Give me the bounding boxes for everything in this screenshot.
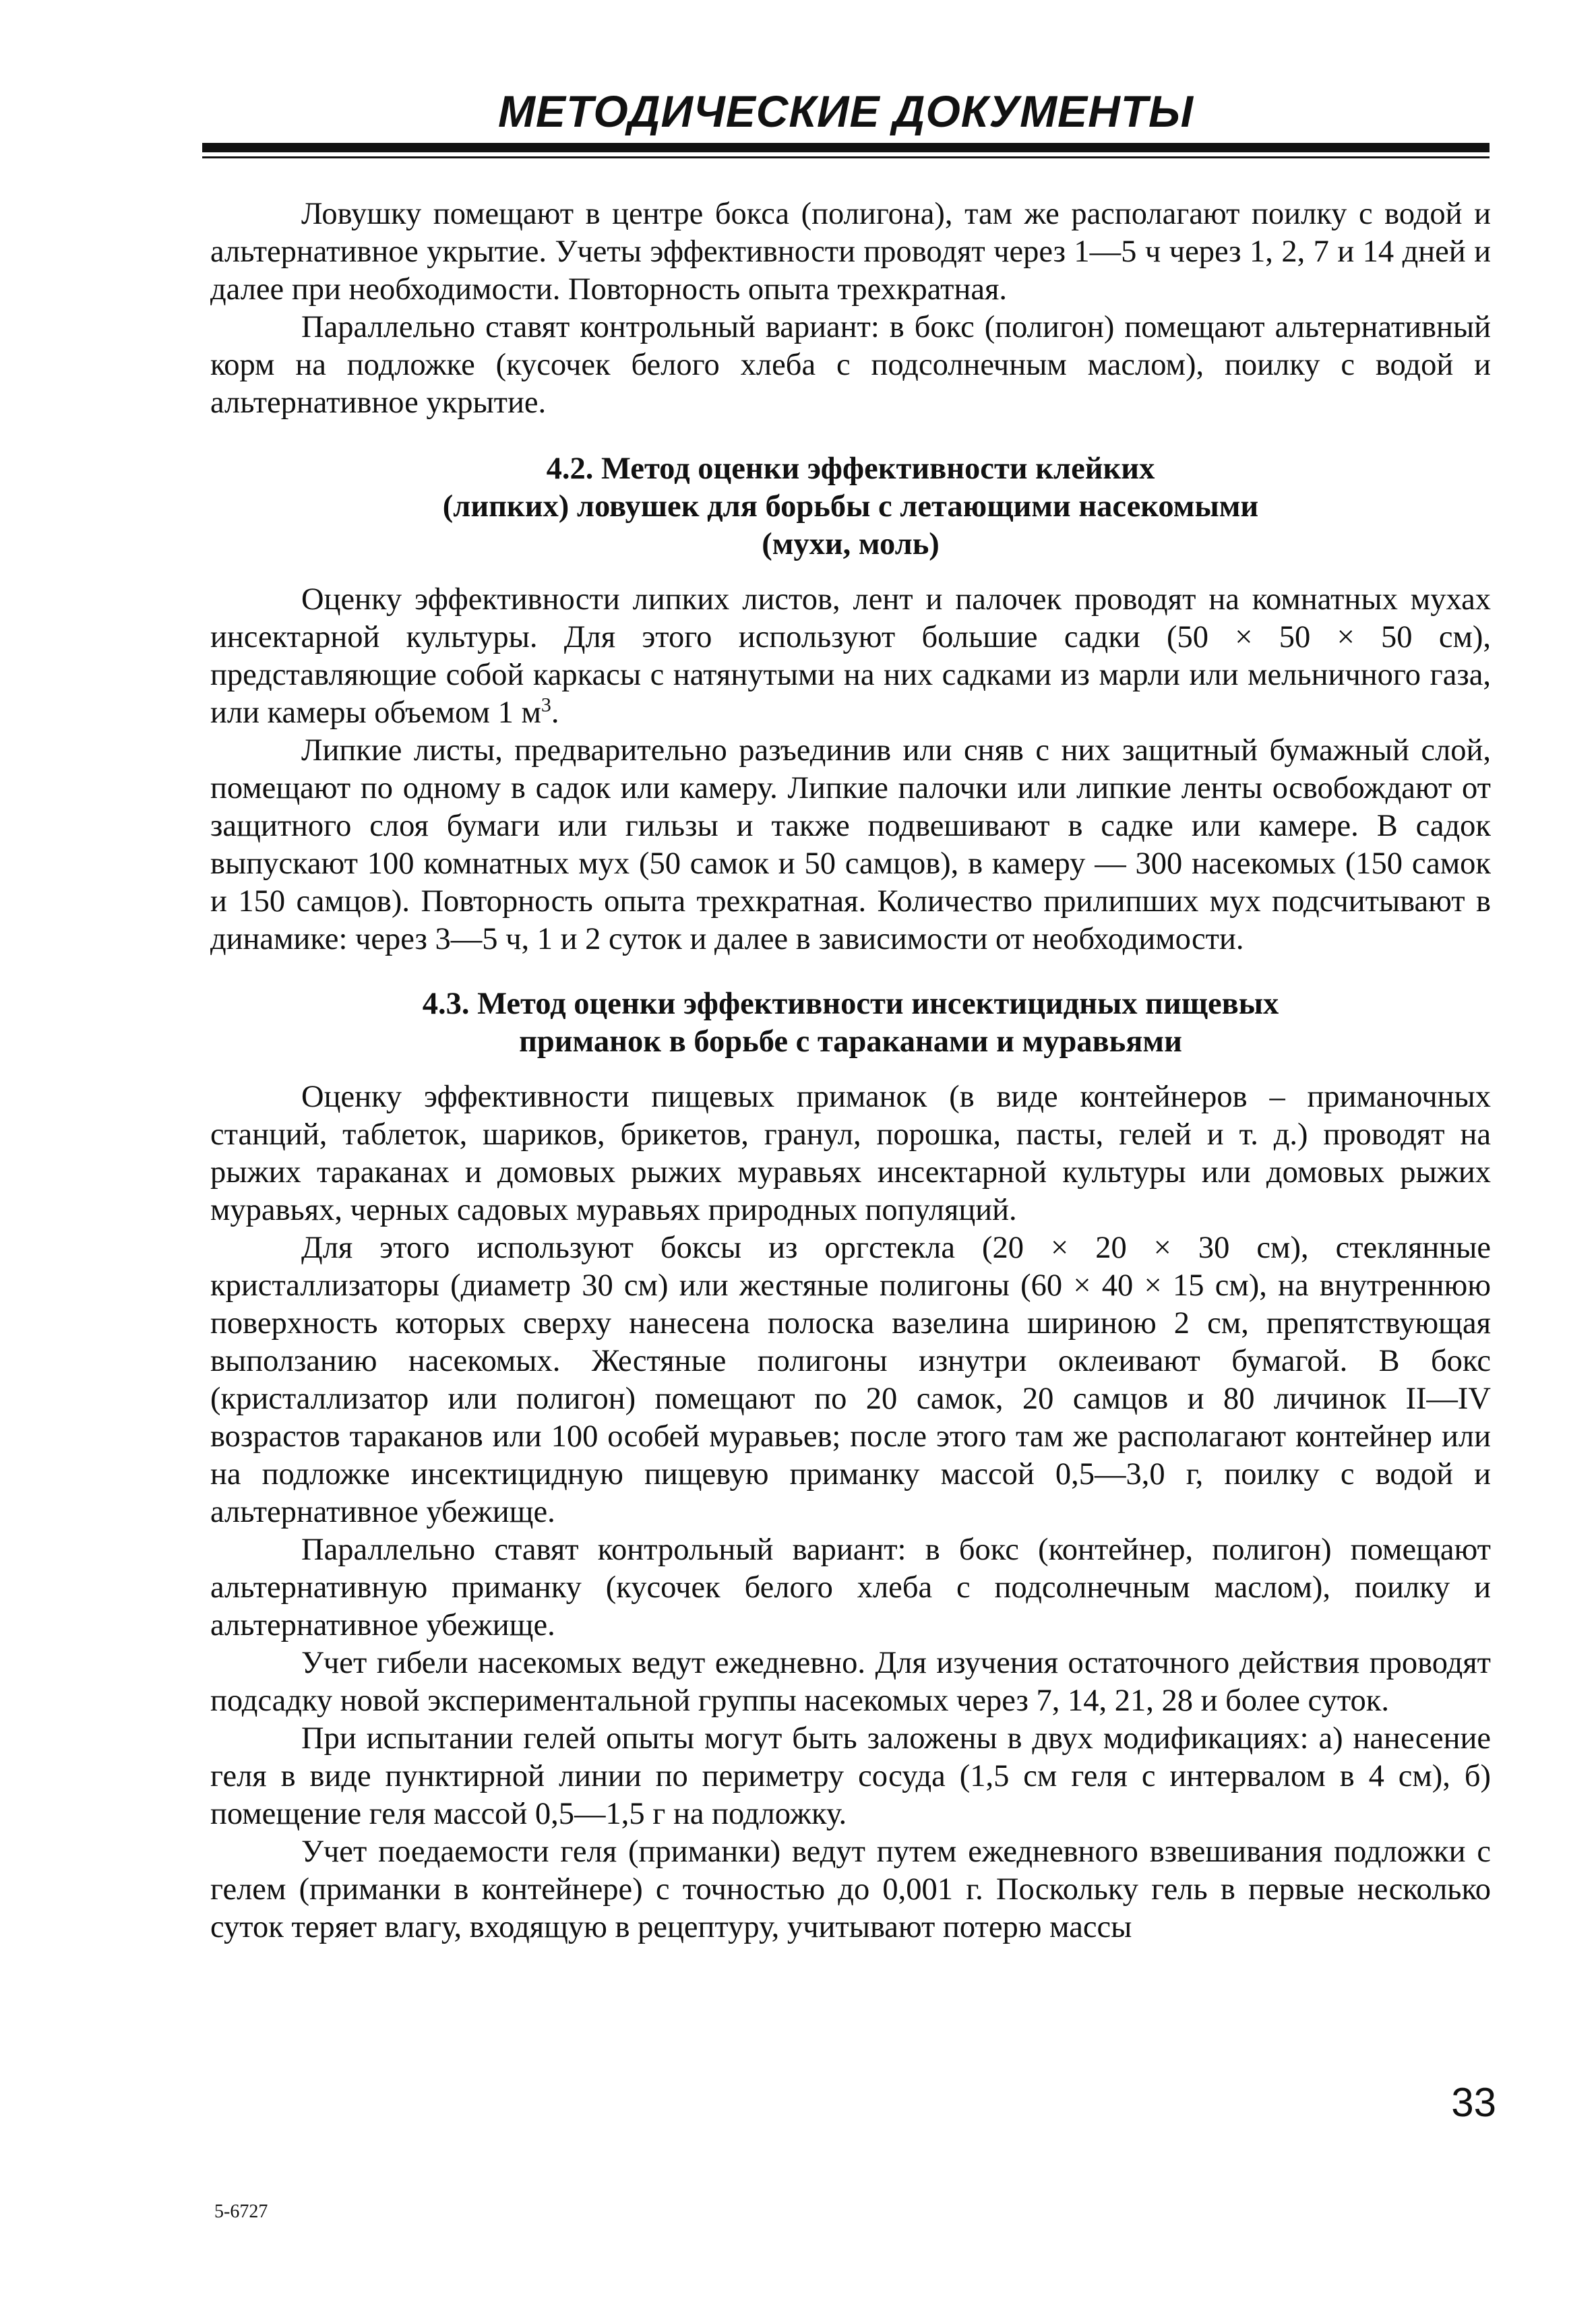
section-4-3-heading	[210, 985, 1491, 1061]
intro-paragraph-2: Параллельно ставят контрольный вариант: в бокс (полигон) помещают альтернативный корм на подложке (кусочек белого хлеба с подсолнечным маслом), поилку с водой и альтернативное укрытие.	[210, 310, 1491, 420]
header-rule-thick	[202, 143, 1490, 152]
section-4-3-paragraph-5: При испытании гелей опыты могут быть заложены в двух модификациях: а) нанесение геля в виде пунктирной линии по периметру сосуда (1,5 см геля с интервалом в 4 см), б) помещение геля массой 0,5—1,5 г на подложку.	[210, 1721, 1491, 1831]
section-4-3-paragraph-1: Оценку эффективности пищевых приманок (в виде контейнеров – приманочных станций, таблеток, шариков, брикетов, гранул, порошка, пасты, гелей и т. д.) проводят на рыжих тараканах и домовых рыжих муравьях инсектарной культуры или домовых рыжих муравьях, черных садовых муравьях природных популяций.	[210, 1080, 1491, 1227]
section-4-3-heading-line-2: приманок в борьбе с тараканами и муравьями	[519, 1024, 1182, 1059]
section-4-3-paragraph-4: Учет гибели насекомых ведут ежедневно. Для изучения остаточного действия проводят подсадку новой экспериментальной группы насекомых через 7, 14, 21, 28 и более суток.	[210, 1646, 1491, 1718]
section-4-2-paragraph-1	[210, 581, 1491, 732]
body-text	[210, 195, 1491, 1946]
running-header-title: МЕТОДИЧЕСКИЕ ДОКУМЕНТЫ	[497, 86, 1194, 136]
section-4-3-heading-line-1: 4.3. Метод оценки эффективности инсектицидных пищевых	[422, 987, 1279, 1021]
section-4-2-heading-line-1: 4.2. Метод оценки эффективности клейких	[546, 452, 1155, 486]
section-4-2-paragraph-1-text: Оценку эффективности липких листов, лент и палочек проводят на комнатных мухах инсектарной культуры. Для этого используют большие садки (50 × 50 × 50 см), представляющие собой каркасы с натянутыми на них садками из марли или мельничного газа, или камеры объемом 1 м	[210, 582, 1491, 730]
section-4-3-paragraph-6: Учет поедаемости геля (приманки) ведут путем ежедневного взвешивания подложки с гелем (приманки в контейнере) с точностью до 0,001 г. Поскольку гель в первые несколько суток теряет влагу, входящую в рецептуру, учитывают потерю массы	[210, 1835, 1491, 1944]
header-rule-thin	[202, 156, 1490, 158]
section-4-3-paragraph-2: Для этого используют боксы из оргстекла (20 × 20 × 30 см), стеклянные кристаллизаторы (диаметр 30 см) или жестяные полигоны (60 × 40 × 15 см), на внутреннюю поверхность которых сверху нанесена полоска вазелина шириною 2 см, препятствующая выползанию насекомых. Жестяные полигоны изнутри оклеивают бумагой. В бокс (кристаллизатор или полигон) помещают по 20 самок, 20 самцов и 80 личинок II—IV возрастов тараканов или 100 особей муравьев; после этого там же располагают контейнер или на подложке инсектицидную пищевую приманку массой 0,5—3,0 г, поилку с водой и альтернативное убежище.	[210, 1231, 1491, 1529]
section-4-3-paragraph-3: Параллельно ставят контрольный вариант: в бокс (контейнер, полигон) помещают альтернативную приманку (кусочек белого хлеба с подсолнечным маслом), поилку и альтернативное убежище.	[210, 1533, 1491, 1642]
cubic-superscript: 3	[541, 694, 551, 716]
section-4-2-heading-line-3: (мухи, моль)	[762, 527, 940, 561]
section-4-2-heading-line-2: (липких) ловушек для борьбы с летающими насекомыми	[442, 489, 1259, 524]
section-4-2-paragraph-2: Липкие листы, предварительно разъединив или сняв с них защитный бумажный слой, помещают по одному в садок или камеру. Липкие палочки или липкие ленты освобождают от защитного слоя бумаги или гильзы и также подвешивают в садке или камере. В садок выпускают 100 комнатных мух (50 самок и 50 самцов), в камеру — 300 насекомых (150 самок и 150 самцов). Повторность опыта трехкратная. Количество прилипших мух подсчитывают в динамике: через 3—5 ч, 1 и 2 суток и далее в зависимости от необходимости.	[210, 733, 1491, 956]
section-4-2-heading	[210, 450, 1491, 563]
page-number: 33	[1451, 2080, 1496, 2125]
section-4-2-paragraph-1-end: .	[551, 696, 559, 730]
intro-paragraph-1: Ловушку помещают в центре бокса (полигона), там же располагают поилку с водой и альтернативное укрытие. Учеты эффективности проводят через 1—5 ч через 1, 2, 7 и 14 дней и далее при необходимости. Повторность опыта трехкратная.	[210, 197, 1491, 307]
print-signature-code: 5-6727	[214, 2201, 268, 2222]
